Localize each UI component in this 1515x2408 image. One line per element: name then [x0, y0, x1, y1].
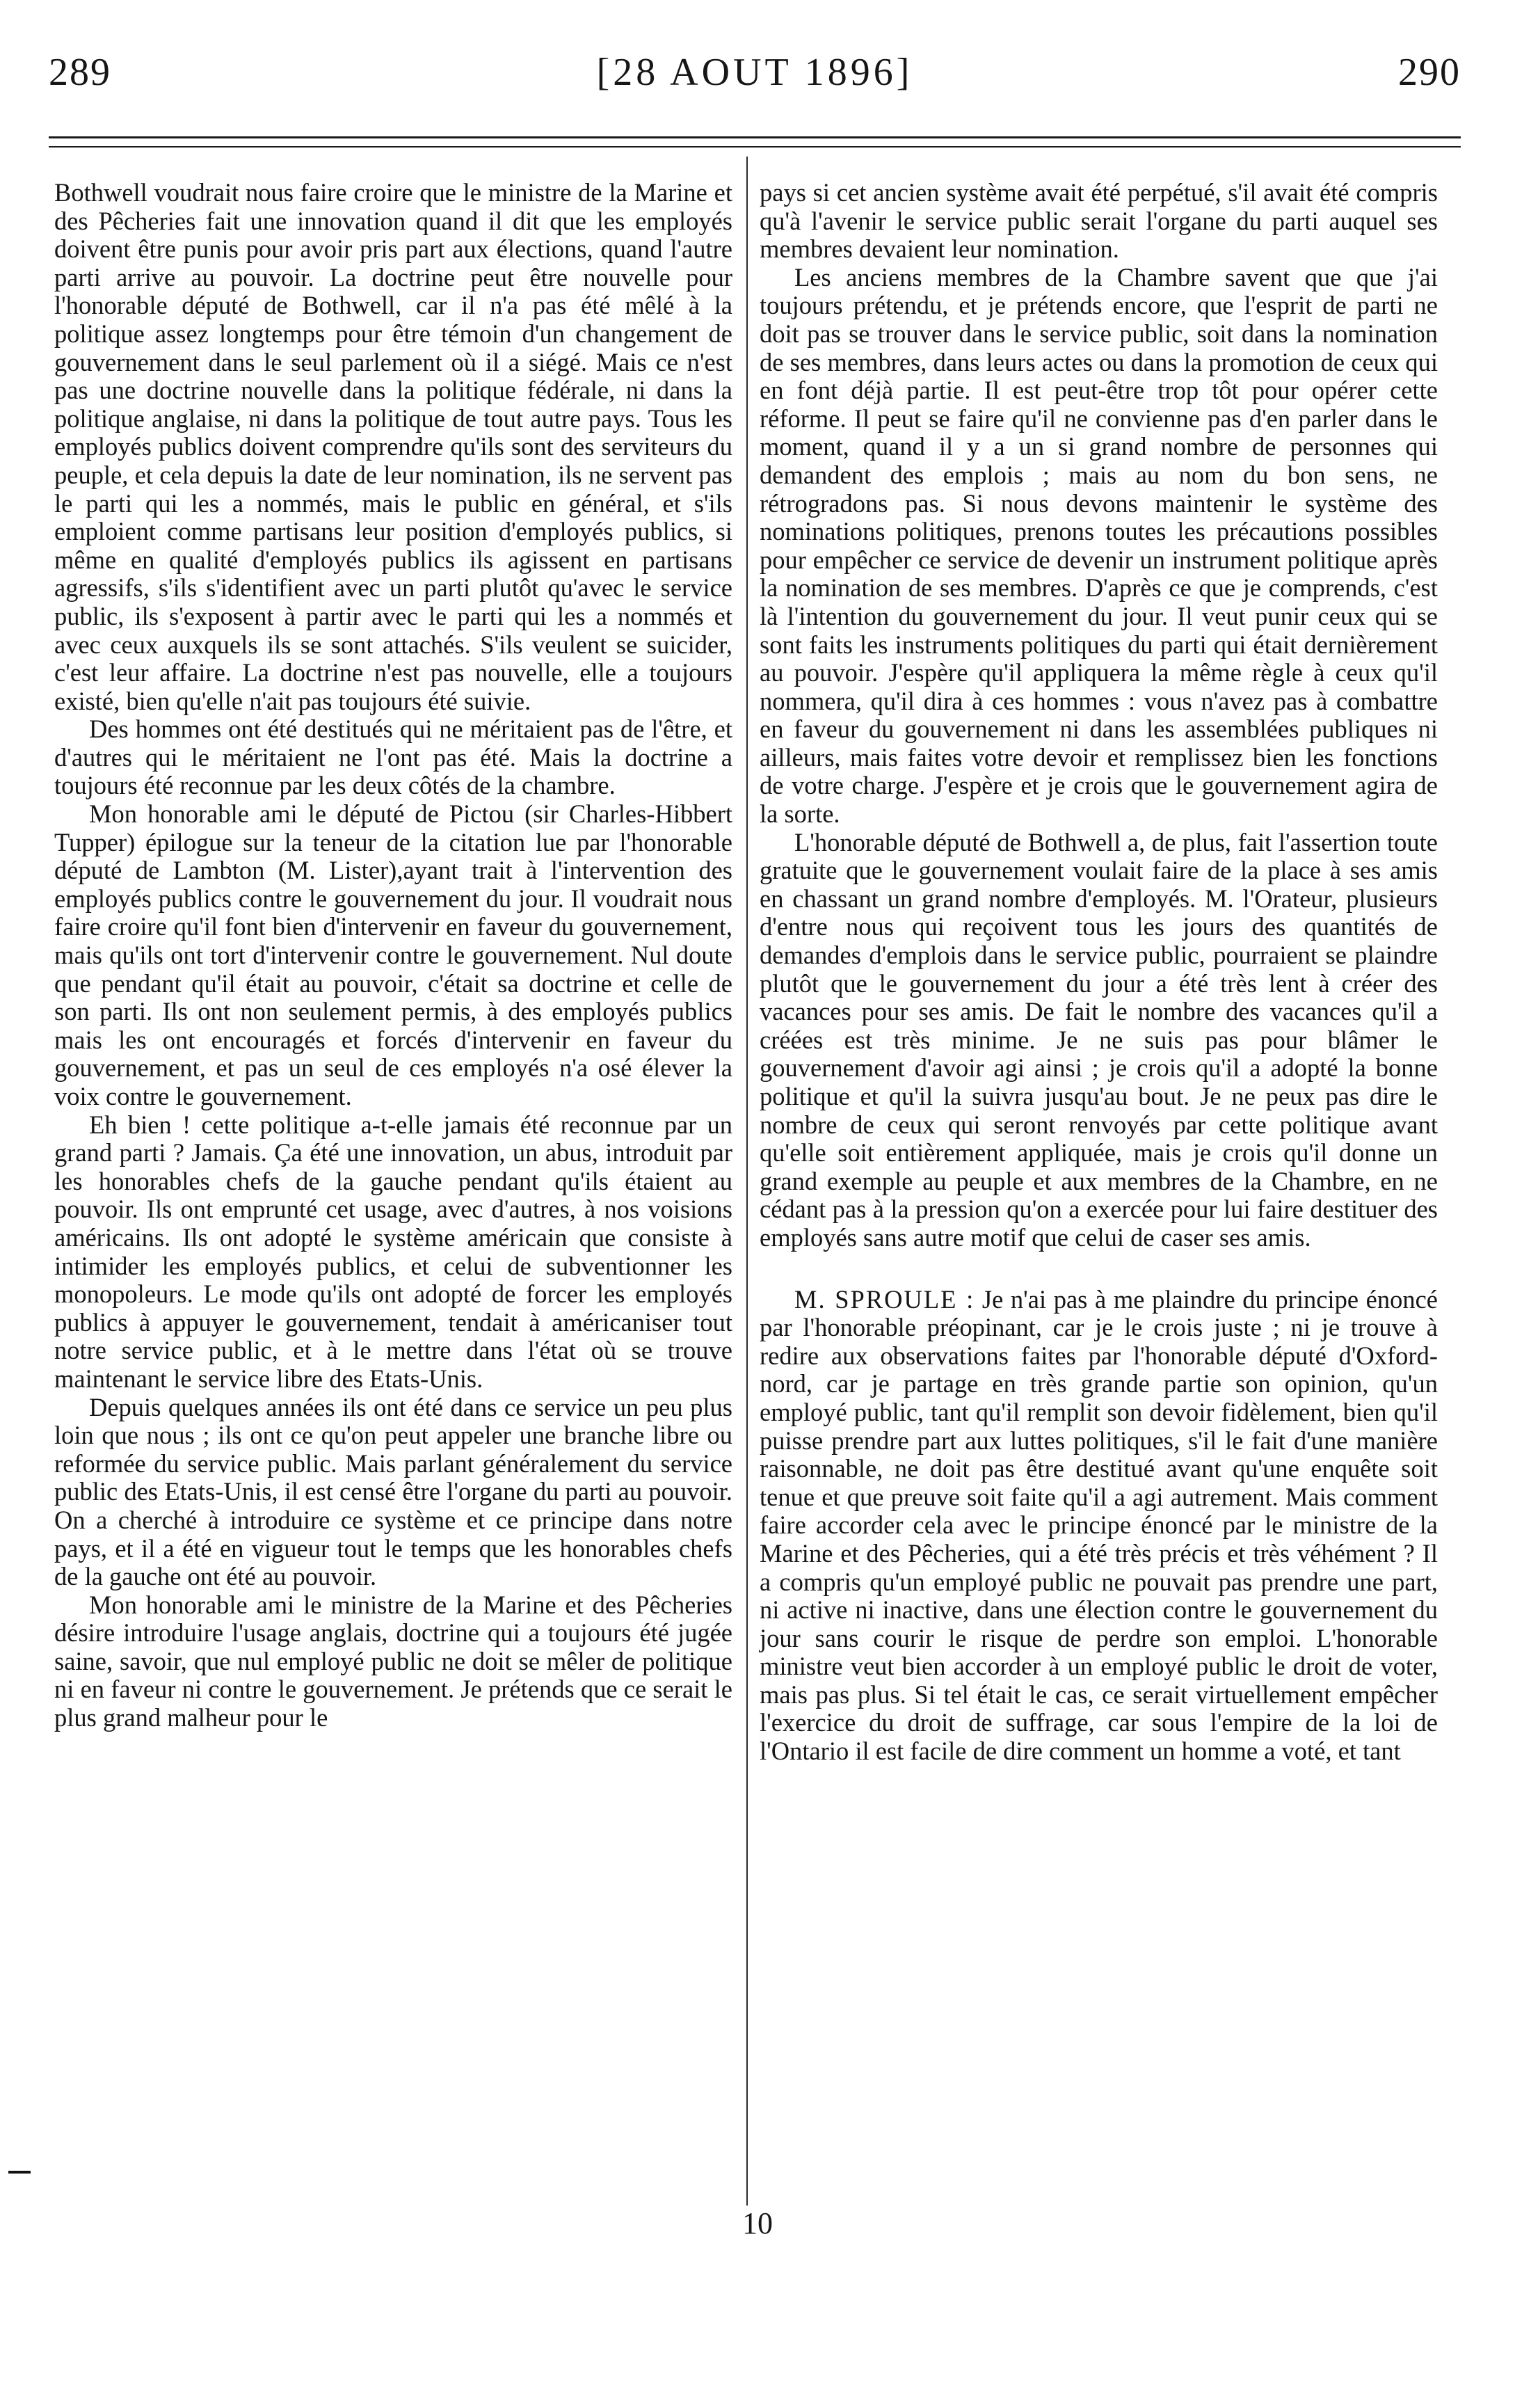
header-rule-thick — [49, 136, 1461, 138]
column-divider — [746, 157, 748, 2206]
page-number-right: 290 — [1398, 51, 1461, 94]
page-header — [49, 50, 1461, 113]
header-rule-thin — [49, 146, 1461, 147]
paragraph: Eh bien ! cette politique a-t-elle jamais été reconnue par un grand parti ? Jamais. Ça été une innovation, un abus, introduit par les honorables chefs de la gauche pendant qu'ils étaient au pouvoir. Ils ont emprunté cet usage, avec d'autres, à nos voisions américains. Ils ont adopté le système américain que consiste à intimider les employés publics, et celui de subventionner les monopoleurs. Le mode qu'ils ont adopté de forcer les employés publics à appuyer le gouvernement, tendait à américaniser tout notre service public, et à le mettre dans l'état où se trouve maintenant le service libre des Etats-Unis. — [54, 1110, 732, 1393]
paragraph: Des hommes ont été destitués qui ne méritaient pas de l'être, et d'autres qui le méritaient ne l'ont pas été. Mais la doctrine a toujours été reconnue par les deux côtés de la chambre. — [54, 715, 732, 800]
signature-number: 10 — [742, 2206, 773, 2240]
paragraph: Mon honorable ami le député de Pictou (sir Charles-Hibbert Tupper) épilogue sur la teneur de la citation lue par l'honorable député de Lambton (M. Lister),ayant trait à l'intervention des employés publics contre le gouvernement du jour. Il voudrait nous faire croire qu'il font bien d'intervenir en faveur du gouvernement, mais qu'ils ont tort d'intervenir contre le gouvernement. Nul doute que pendant qu'il était au pouvoir, c'était sa doctrine et celle de son parti. Ils ont non seulement permis, à des employés publics mais les ont encouragés et forcés d'intervenir en faveur du gouvernement, et pas un seul de ces employés n'a osé élever la voix contre le gouvernement. — [54, 799, 732, 1110]
right-column — [760, 179, 1438, 1766]
speaker-name: M. SPROULE : — [794, 1284, 975, 1314]
paragraph: Bothwell voudrait nous faire croire que le ministre de la Marine et des Pêcheries fait une innovation quand il dit que les employés doivent être punis pour avoir pris part aux élections, quand l'autre parti arrive au pouvoir. La doctrine peut être nouvelle pour l'honorable député de Bothwell, car il n'a pas été mêlé à la politique assez longtemps pour être témoin d'un changement de gouvernement dans le seul parlement où il a siégé. Mais ce n'est pas une doctrine nouvelle dans la politique fédérale, ni dans la politique anglaise, ni dans la politique de tout autre pays. Tous les employés publics doivent comprendre qu'ils sont des serviteurs du peuple, et cela depuis la date de leur nomination, ils ne servent pas le parti qui les a nommés, mais le public en général, et s'ils emploient comme partisans leur position d'employés publics, si même en qualité d'employés publics ils agissent en partisans agressifs, s'ils s'identifient avec un parti plutôt qu'avec le service public, ils s'exposent à partir avec le parti qui les a nommés et avec ceux auxquels ils se sont attachés. S'ils veulent se suicider, c'est leur affaire. La doctrine n'est pas nouvelle, elle a toujours existé, bien qu'elle n'ait pas toujours été suivie. — [54, 178, 732, 715]
left-column — [54, 179, 732, 1732]
header-date: [28 AOUT 1896] — [596, 51, 913, 94]
margin-mark — [8, 2171, 31, 2174]
speech-paragraph — [760, 1286, 1438, 1766]
paragraph: Les anciens membres de la Chambre savent que que j'ai toujours prétendu, et je prétends encore, que l'esprit de parti ne doit pas se trouver dans le service public, soit dans la nomination de ses membres, dans leurs actes ou dans la promotion de ceux qui en font déjà partie. Il est peut-être trop tôt pour opérer cette réforme. Il peut se faire qu'il ne convienne pas d'en parler dans le moment, quand il y a un si grand nombre de personnes qui demandent des emplois ; mais au nom du bon sens, ne rétrogradons pas. Si nous devons maintenir le système des nominations politiques, prenons toutes les précautions possibles pour empêcher ce service de devenir un instrument politique après la nomination de ses membres. D'après ce que je comprends, c'est là l'intention du gouvernement du jour. Il veut punir ceux qui se sont faits les instruments politiques du parti qui était dernièrement au pouvoir. J'espère qu'il appliquera la même règle à ceux qu'il nommera, qu'il dira à ces hommes : vous n'avez pas à combattre en faveur du gouvernement ni dans les assemblées publiques ni ailleurs, mais faites votre devoir et remplissez bien les fonctions de votre charge. J'espère et je crois que le gouvernement agira de la sorte. — [760, 262, 1438, 829]
paragraph: Mon honorable ami le ministre de la Marine et des Pêcheries désire introduire l'usage anglais, doctrine qui a toujours été jugée saine, savoir, que nul employé public ne doit se mêler de politique ni en faveur ni contre le gouvernement. Je prétends que ce serait le plus grand malheur pour le — [54, 1590, 732, 1732]
paragraph: L'honorable député de Bothwell a, de plus, fait l'assertion toute gratuite que le gouvernement voulait faire de la place à ses amis en chassant un grand nombre d'employés. M. l'Orateur, plusieurs d'entre nous qui reçoivent tous les jours des quantités de demandes d'emplois dans le service public, pourraient se plaindre plutôt que le gouvernement du jour a été très lent à créer des vacances pour ses amis. De fait le nombre des vacances qu'il a créées est très minime. Je ne suis pas pour blâmer le gouvernement d'avoir agi ainsi ; je crois qu'il a adopté la bonne politique et qu'il la suivra jusqu'au bout. Je ne peux pas dire le nombre de ceux qui seront renvoyés par cette politique avant qu'elle soit entièrement appliquée, mais je crois qu'il donne un grand exemple au peuple et aux membres de la Chambre, en ne cédant pas à la pression qu'on a exercée pour lui faire destituer des employés sans autre motif que celui de caser ses amis. — [760, 827, 1438, 1252]
speech-text: Je n'ai pas à me plaindre du principe énoncé par l'honorable préopinant, car je le crois juste ; ni je trouve à redire aux observations faites par l'honorable député d'Oxford-nord, car je partage en très grande partie son opinion, qu'un employé public, tant qu'il remplit son devoir fidèlement, bien qu'il puisse prendre part aux luttes politiques, s'il le fait d'une manière raisonnable, ne doit pas être destitué avant qu'une enquête soit tenue et que preuve soit faite qu'il a agi autrement. Mais comment faire accorder cela avec le principe énoncé par le ministre de la Marine et des Pêcheries, qui a été très précis et très véhément ? Il a compris qu'un employé public ne pouvait pas prendre une part, ni active ni inactive, dans une élection contre le gouvernement du jour sans courir le risque de perdre son emploi. L'honorable ministre veut bien accorder à un employé public le droit de voter, mais pas plus. Si tel était le cas, ce serait virtuellement empêcher l'exercice du droit de suffrage, car sous l'empire de la loi de l'Ontario il est facile de dire comment un homme a voté, et tant — [760, 1284, 1438, 1766]
paragraph: pays si cet ancien système avait été perpétué, s'il avait été compris qu'à l'avenir le service public serait l'organe du parti auquel ses membres devaient leur nomination. — [760, 178, 1438, 264]
page-number-left: 289 — [49, 51, 111, 94]
paragraph: Depuis quelques années ils ont été dans ce service un peu plus loin que nous ; ils ont ce qu'on peut appeler une branche libre ou reformée du service public. Mais parlant généralement du service public des Etats-Unis, il est censé être l'organe du parti au pouvoir. On a cherché à introduire ce système et ce principe dans notre pays, et il a été en vigueur tout le temps que les honorables chefs de la gauche ont été au pouvoir. — [54, 1392, 732, 1591]
